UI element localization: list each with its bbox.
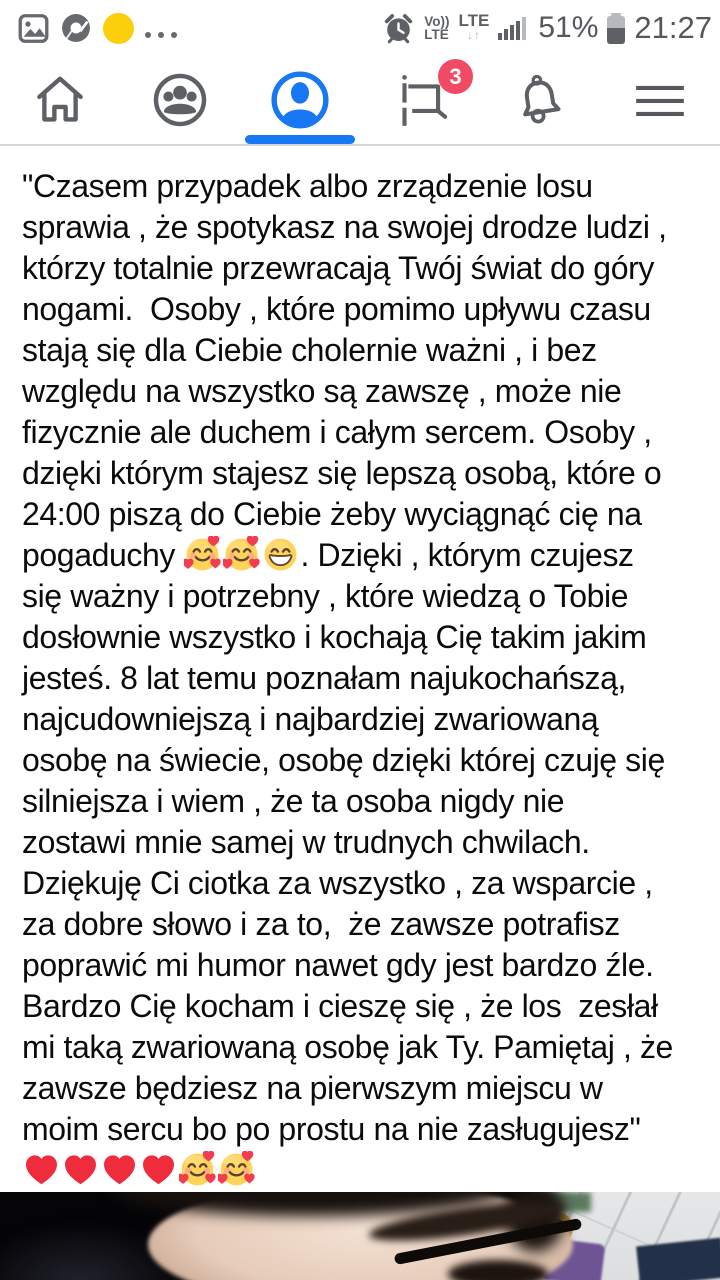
tab-profile[interactable] bbox=[240, 56, 360, 144]
post-text-line: stają się dla Ciebie cholernie ważni , i bez bbox=[22, 332, 597, 368]
battery-percent: 51% bbox=[538, 11, 599, 44]
menu-icon bbox=[634, 74, 686, 126]
notification-badge: 3 bbox=[438, 59, 473, 94]
status-left-icons bbox=[18, 12, 177, 44]
post-text-line: którzy totalnie przewracają Twój świat do góry bbox=[22, 250, 654, 286]
red-heart-emoji bbox=[62, 1151, 99, 1188]
post-text-line: zawsze będziesz na pierwszym miejscu w bbox=[22, 1070, 603, 1106]
post-text-line: "Czasem przypadek albo zrządzenie losu bbox=[22, 168, 593, 204]
red-heart-emoji bbox=[101, 1151, 138, 1188]
post-text-line: dzięki którym stajesz się lepszą osobą, które o bbox=[22, 455, 662, 491]
alarm-icon bbox=[382, 12, 415, 45]
post-photo[interactable] bbox=[0, 1192, 720, 1280]
post-text-line: 24:00 piszą do Ciebie żeby wyciągnąć cię na bbox=[22, 496, 642, 532]
post-text-line: pogaduchy . Dzięki , którym czujesz bbox=[22, 537, 634, 573]
status-bar bbox=[0, 0, 720, 56]
post-text-line: sprawia , że spotykasz na swojej drodze ludzi , bbox=[22, 209, 667, 245]
beaming-face-emoji bbox=[262, 536, 299, 573]
volte-top-label: Vo)) bbox=[424, 14, 450, 29]
battery-icon bbox=[607, 16, 625, 44]
bell-icon bbox=[510, 70, 570, 130]
post-text-line: za dobre słowo i za to, że zawsze potrafisz bbox=[22, 906, 620, 942]
post-text-line: zostawi mnie samej w trudnych chwilach. bbox=[22, 824, 590, 860]
yellow-notification-dot bbox=[103, 13, 134, 44]
smiling-face-with-hearts-emoji bbox=[223, 536, 260, 573]
tab-friends[interactable] bbox=[120, 56, 240, 144]
post-text-line: najcudowniejszą i najbardziej zwariowaną bbox=[22, 701, 599, 737]
home-icon bbox=[30, 70, 90, 130]
red-heart-emoji bbox=[23, 1151, 60, 1188]
more-notifications-icon bbox=[145, 18, 177, 38]
tab-home[interactable] bbox=[0, 56, 120, 144]
tab-pages[interactable] bbox=[360, 56, 480, 144]
tab-menu[interactable] bbox=[600, 56, 720, 144]
network-type-label: LTE bbox=[458, 11, 490, 30]
post-text-line: moim sercu bo po prostu na nie zasługujesz" bbox=[22, 1111, 641, 1147]
smiling-face-with-hearts-emoji bbox=[179, 1151, 216, 1188]
post-text-line: Dziękuję Ci ciotka za wszystko , za wsparcie , bbox=[22, 865, 653, 901]
post-text-line: Bardzo Cię kocham i cieszę się , że los zesłał bbox=[22, 988, 658, 1024]
post-text-line: mi taką zwariowaną osobę jak Ty. Pamiętaj , że bbox=[22, 1029, 673, 1065]
post-text-line: jesteś. 8 lat temu poznałam najukochańszą, bbox=[22, 660, 626, 696]
post-text-line: nogami. Osoby , które pomimo upływu czasu bbox=[22, 291, 651, 327]
post-text-line: się ważny i potrzebny , które wiedzą o Tobie bbox=[22, 578, 629, 614]
post-text-line: silniejsza i wiem , że ta osoba nigdy nie bbox=[22, 783, 565, 819]
post-text-line: względu na wszystko są zawszę , może nie bbox=[22, 373, 622, 409]
post-text-line: poprawić mi humor nawet gdy jest bardzo źle. bbox=[22, 947, 654, 983]
status-time: 21:27 bbox=[634, 10, 712, 45]
status-right-indicators bbox=[382, 10, 712, 46]
smiling-face-with-hearts-emoji bbox=[184, 536, 221, 573]
tab-notifications[interactable] bbox=[480, 56, 600, 144]
gallery-icon bbox=[18, 13, 49, 44]
red-heart-emoji bbox=[140, 1151, 177, 1188]
facebook-tab-bar bbox=[0, 56, 720, 146]
data-arrows-icon: ↓↑ bbox=[466, 28, 481, 42]
post-text-line: fizycznie ale duchem i całym sercem. Osoby , bbox=[22, 414, 652, 450]
post-text-line bbox=[22, 1150, 698, 1191]
lte-indicator bbox=[459, 13, 490, 43]
profile-icon bbox=[269, 69, 331, 131]
smiling-face-with-hearts-emoji bbox=[218, 1151, 255, 1188]
signal-strength-icon bbox=[498, 16, 526, 40]
chrome-icon bbox=[60, 12, 92, 44]
post-text bbox=[0, 146, 720, 1191]
post-text-line: osobę na świecie, osobę dzięki której czuję się bbox=[22, 742, 665, 778]
volte-indicator bbox=[424, 15, 449, 41]
volte-bottom-label: LTE bbox=[424, 27, 449, 42]
post-text-line: dosłownie wszystko i kochają Cię takim jakim bbox=[22, 619, 647, 655]
friends-icon bbox=[149, 69, 211, 131]
